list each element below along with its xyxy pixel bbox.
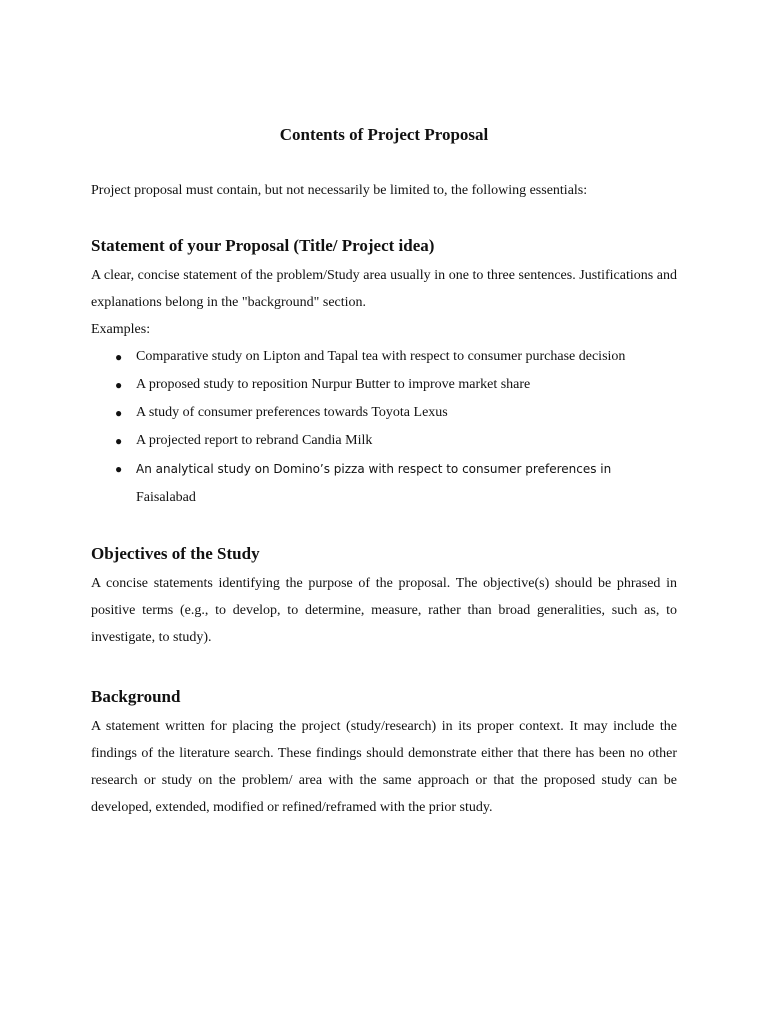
statement-heading: Statement of your Proposal (Title/ Project idea) xyxy=(91,236,435,255)
list-item: ● Comparative study on Lipton and Tapal tea with respect to consumer purchase decision xyxy=(91,343,677,371)
objectives-heading: Objectives of the Study xyxy=(91,544,260,563)
list-item: ● A study of consumer preferences towards Toyota Lexus xyxy=(91,399,677,427)
examples-label: Examples: xyxy=(91,322,151,337)
list-item: ● A projected report to rebrand Candia Milk xyxy=(91,427,677,455)
background-heading: Background xyxy=(91,687,181,706)
intro-paragraph: Project proposal must contain, but not necessarily be limited to, the following essentials: xyxy=(91,183,588,198)
bullet-icon: ● xyxy=(115,434,123,448)
bullet-icon: ● xyxy=(115,406,123,420)
bullet-icon: ● xyxy=(115,462,123,476)
list-item: ● A proposed study to reposition Nurpur Butter to improve market share xyxy=(91,371,677,399)
background-paragraph: A statement written for placing the project (study/research) in its proper context. It may include the findings of the literature search. These findings should demonstrate either that there has been no other research or study on the problem/ area with the same approach or that the proposed study can be developed, extended, modified or refined/reframed with the prior study. xyxy=(91,719,677,815)
examples-list xyxy=(91,343,677,512)
page-title: Contents of Project Proposal xyxy=(279,125,489,144)
statement-paragraph: A clear, concise statement of the problem/Study area usually in one to three sentences. Justifications and explanations belong in the "background" section. xyxy=(91,268,677,310)
bullet-icon: ● xyxy=(115,350,123,364)
list-item: ● An analytical study on Domino’s pizza with respect to consumer preferences in Faisalabad xyxy=(91,455,677,512)
objectives-paragraph: A concise statements identifying the purpose of the proposal. The objective(s) should be phrased in positive terms (e.g., to develop, to determine, measure, rather than broad generalities, such as, to investigate, to study). xyxy=(91,576,677,645)
bullet-icon: ● xyxy=(115,378,123,392)
